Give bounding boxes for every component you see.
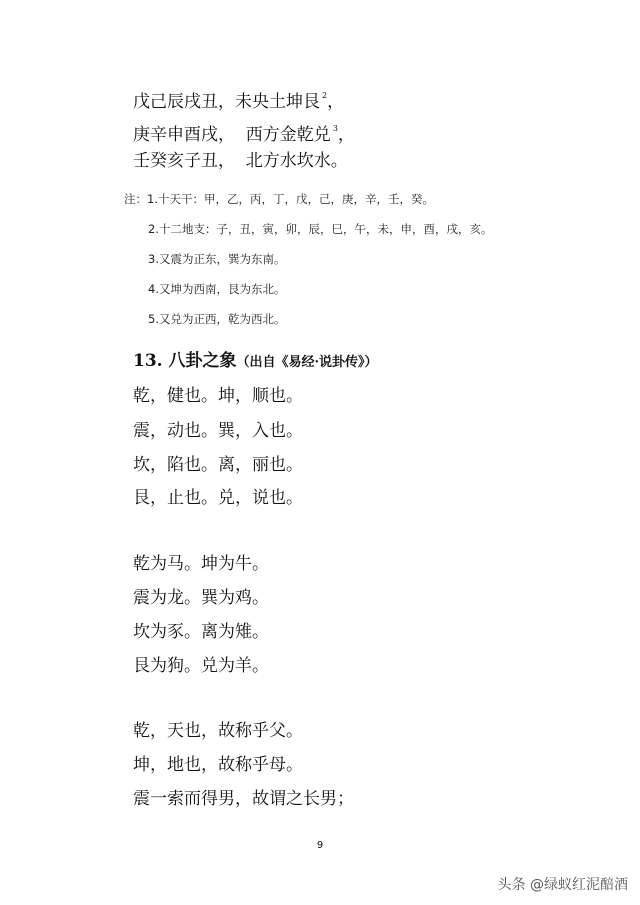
page-number: 9	[316, 840, 324, 851]
section-heading	[133, 350, 378, 374]
text-line: 乾，健也。坤，顺也。	[133, 386, 303, 406]
text-line: 庚辛申酉戌， 西方金乾兑 $^3$，	[133, 124, 355, 145]
text-line: 坎为豕。离为雉。	[133, 622, 269, 642]
text-line: 艮为狗。兑为羊。	[133, 656, 269, 676]
text-line: 艮，止也。兑，说也。	[133, 488, 303, 508]
text-line: 震为龙。巽为鸡。	[133, 588, 269, 608]
text-line: 坎，陷也。离，丽也。	[133, 455, 303, 475]
section-title: 13. 八卦之象	[133, 351, 237, 371]
footnote: 5.又兑为正西，乾为西北。	[148, 312, 286, 326]
text-line: 震，动也。巽，入也。	[133, 421, 303, 441]
section-source: （出自《易经·说卦传》）	[236, 355, 378, 370]
footnote: 注：1.十天干：甲，乙，丙，丁，戊，己，庚，辛，壬，癸。	[124, 192, 434, 206]
footnote: 3.又震为正东，巽为东南。	[148, 252, 286, 266]
watermark: 头条 @绿蚁红泥醅酒	[497, 877, 628, 893]
text-line: 壬癸亥子丑， 北方水坎水。	[133, 151, 348, 171]
text-line: 戊己辰戌丑，未央土坤艮 $^2$，	[133, 91, 345, 112]
text-line: 乾为马。坤为牛。	[133, 554, 269, 574]
footnote: 4.又坤为西南，艮为东北。	[148, 282, 286, 296]
footnote: 2.十二地支：子，丑，寅，卯，辰，巳，午，未，申，酉，戌，亥。	[148, 222, 493, 236]
text-line: 坤，地也，故称乎母。	[133, 755, 303, 775]
text-line: 乾，天也，故称乎父。	[133, 721, 303, 741]
text-line: 震一索而得男，故谓之长男；	[133, 789, 354, 809]
